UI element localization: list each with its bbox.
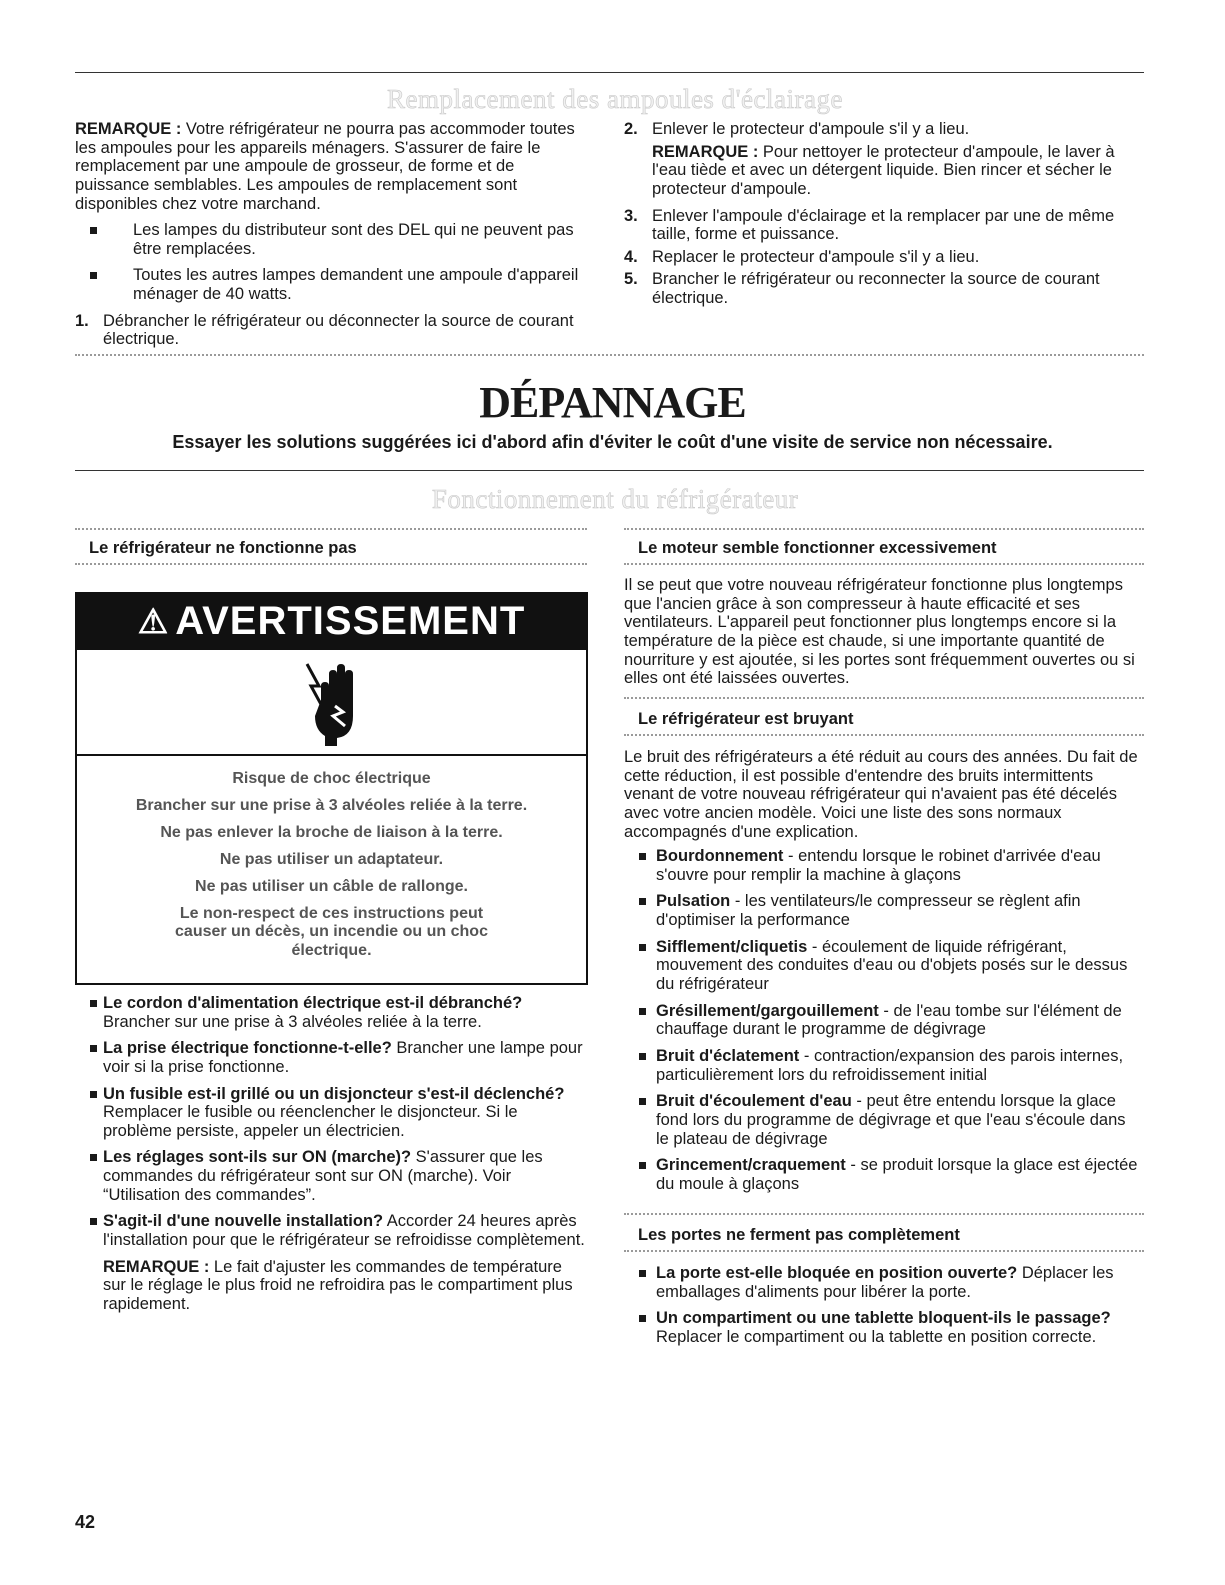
bulb-step-3: 3. Enlever l'ampoule d'éclairage et la remplacer par une de même taille, forme et puissance. — [624, 206, 1115, 244]
warning-line: Ne pas enlever la broche de liaison à la terre. — [160, 824, 503, 842]
bulb-note — [75, 120, 587, 213]
list-item: Bourdonnement - entendu lorsque le robinet d'arrivée d'eau s'ouvre pour remplir la machine à glaçons — [624, 847, 1139, 884]
bulb-step-2: 2. Enlever le protecteur d'ampoule s'il y a lieu. — [624, 120, 970, 138]
divider-dotted — [624, 528, 1144, 530]
divider-dotted — [75, 528, 587, 530]
list-item: Un fusible est-il grillé ou un disjoncteur s'est-il déclenché? Remplacer le fusible ou réenclencher le disjoncteur. Si le problème persiste, appeler un électricien. — [75, 1085, 587, 1141]
warning-triangle-icon: ⚠ — [137, 602, 170, 641]
warning-line: Ne pas utiliser un adaptateur. — [219, 851, 444, 869]
bulb-step-5: 5. Brancher le réfrigérateur ou reconnecter la source de courant électrique. — [624, 270, 1100, 308]
noisy-heading: Le réfrigérateur est bruyant — [638, 710, 854, 728]
bulb-step-1: 1. Débrancher le réfrigérateur ou déconnecter la source de courant électrique. — [75, 311, 574, 349]
list-item: Sifflement/cliquetis - écoulement de liquide réfrigérant, mouvement des conduites d'eau ou d'objets posés sur le dessus du réfrigérateur — [624, 938, 1139, 994]
divider-dotted — [75, 563, 587, 565]
noisy-text: Le bruit des réfrigérateurs a été réduit au cours des années. Du fait de cette réduction, il est possible d'entendre des bruits intermittents venant de votre nouveau réfrigérateur qui n'avaient pas été décelés avec votre ancien modèle. Voici une liste des sons normaux accompagnés d'une explication. — [624, 748, 1138, 841]
list-item: Un compartiment ou une tablette bloquent-ils le passage? Replacer le compartiment ou la tablette en position correcte. — [624, 1309, 1139, 1346]
motor-heading: Le moteur semble fonctionner excessivement — [638, 539, 997, 557]
page-subtitle: Essayer les solutions suggérées ici d'abord afin d'éviter le coût d'une visite de service non nécessaire. — [172, 432, 1053, 452]
bulb-bullet-1: Les lampes du distributeur sont des DEL qui ne peuvent pas être remplacées. — [75, 221, 587, 258]
warning-line: Le non-respect de ces instructions peut causer un décès, un incendie ou un choc électrique. — [175, 905, 488, 959]
warning-box — [75, 592, 588, 985]
operation-section-title: Fonctionnement du réfrigérateur — [431, 484, 799, 514]
divider-dotted — [75, 354, 1144, 356]
section-rule — [75, 470, 1144, 471]
warning-text — [77, 770, 586, 960]
list-item: Grincement/craquement - se produit lorsque la glace est éjectée du moule à glaçons — [624, 1156, 1139, 1193]
bulb-left-column — [75, 120, 587, 349]
doors-heading: Les portes ne ferment pas complètement — [638, 1226, 960, 1244]
divider-dotted — [624, 1213, 1144, 1215]
warning-line: Risque de choc électrique — [232, 770, 431, 787]
bulb-section-title: Remplacement des ampoules d'éclairage — [387, 84, 843, 114]
not-working-heading: Le réfrigérateur ne fonctionne pas — [89, 539, 357, 557]
list-item: Les réglages sont-ils sur ON (marche)? S'assurer que les commandes du réfrigérateur sont sur ON (marche). Voir “Utilisation des commandes”. — [75, 1148, 587, 1204]
list-item: La porte est-elle bloquée en position ouverte? Déplacer les emballages d'aliments pour libérer la porte. — [624, 1264, 1139, 1301]
warning-header-text: AVERTISSEMENT — [175, 599, 526, 644]
bulb-step-4: 4. Replacer le protecteur d'ampoule s'il y a lieu. — [624, 247, 980, 266]
divider-dotted — [624, 563, 1144, 565]
warning-header — [77, 594, 586, 650]
top-rule — [75, 72, 1144, 73]
divider-dotted — [624, 1250, 1144, 1252]
divider-dotted — [624, 697, 1144, 699]
list-item: Grésillement/gargouillement - de l'eau tombe sur l'élément de chauffage durant le programme de dégivrage — [624, 1002, 1139, 1039]
list-item: Bruit d'écoulement d'eau - peut être entendu lorsque la glace fond lors du programme de dégivrage et que l'eau s'écoule dans le plateau de dégivrage — [624, 1092, 1139, 1148]
not-working-note: REMARQUE : Le fait d'ajuster les commandes de température sur le réglage le plus froid ne refroidira pas le compartiment plus rapidement. — [103, 1257, 573, 1313]
doors-list — [624, 1256, 1139, 1347]
list-item: Le cordon d'alimentation électrique est-il débranché? Brancher sur une prise à 3 alvéoles reliée à la terre. — [75, 994, 587, 1031]
bulb-step-2-note: REMARQUE : Pour nettoyer le protecteur d'ampoule, le laver à l'eau tiède et avec un détergent liquide. Bien rincer et sécher le protecteur d'ampoule. — [652, 142, 1115, 198]
bulb-right-column — [624, 120, 1144, 308]
list-item: La prise électrique fonctionne-t-elle? Brancher une lampe pour voir si la prise fonctionne. — [75, 1039, 587, 1076]
bulb-note-text: Votre réfrigérateur ne pourra pas accommoder toutes les ampoules pour les appareils ménagers. S'assurer de faire le remplacement par une ampoule de grosseur, de forme et de puissance semblables. Les ampoules de remplacement sont disponibles chez votre marchand. — [75, 120, 575, 213]
warning-line: Ne pas utiliser un câble de rallonge. — [195, 878, 468, 896]
motor-text: Il se peut que votre nouveau réfrigérateur fonctionne plus longtemps que l'ancien grâce à son compresseur à haute efficacité et ses ventilateurs. L'appareil peut fonctionner plus longtemps encore si la température de la pièce est chaude, si une importante quantité de nourriture y est ajoutée, si les portes sont fréquemment ouvertes ou si elles ont été laissées ouvertes. — [624, 576, 1135, 688]
not-working-list — [75, 986, 587, 1314]
list-item: S'agit-il d'une nouvelle installation? Accorder 24 heures après l'installation pour que le réfrigérateur se refroidisse complètement. — [75, 1212, 587, 1249]
divider-dotted — [624, 734, 1144, 736]
electric-shock-hand-icon — [77, 650, 586, 756]
warning-line: Brancher sur une prise à 3 alvéoles reliée à la terre. — [135, 797, 528, 815]
list-item: Bruit d'éclatement - contraction/expansion des parois internes, particulièrement lors du refroidissement initial — [624, 1047, 1139, 1084]
bulb-note-label: REMARQUE : — [75, 120, 182, 138]
noisy-section — [624, 748, 1139, 1193]
page-title: DÉPANNAGE — [479, 378, 746, 427]
page-number: 42 — [75, 1512, 96, 1532]
bulb-bullet-2: Toutes les autres lampes demandent une ampoule d'appareil ménager de 40 watts. — [75, 266, 587, 303]
list-item: Pulsation - les ventilateurs/le compresseur se règlent afin d'optimiser la performance — [624, 892, 1139, 929]
